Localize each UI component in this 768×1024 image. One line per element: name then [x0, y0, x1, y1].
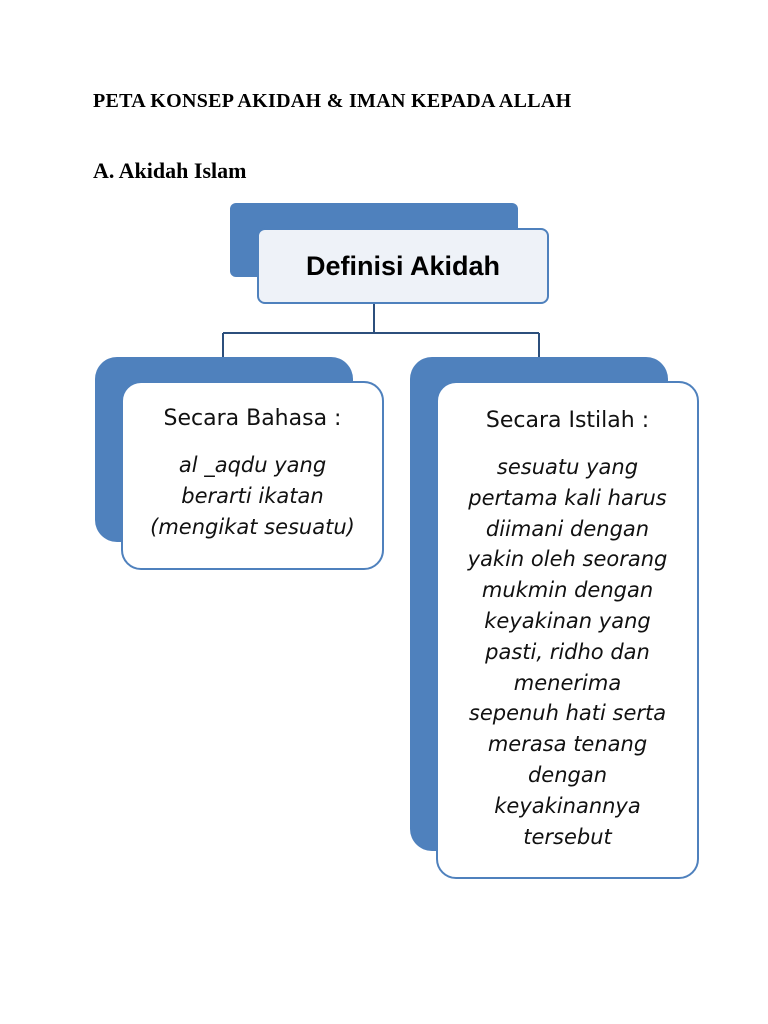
body-line: tersebut [523, 824, 612, 849]
body-line: berarti ikatan [181, 483, 324, 508]
root-node-label: Definisi Akidah [305, 250, 501, 281]
root-node [257, 228, 549, 304]
body-line: keyakinan yang [484, 608, 651, 633]
bahasa-node-body [131, 450, 374, 542]
body-line: merasa tenang [487, 732, 648, 757]
body-line: al _aqdu yang [178, 453, 327, 477]
body-line: yakin oleh seorang [467, 547, 668, 572]
bahasa-node-title: Secara Bahasa : [163, 406, 342, 431]
page-title: PETA KONSEP AKIDAH & IMAN KEPADA ALLAH [93, 90, 572, 112]
body-line: mukmin dengan [481, 578, 654, 603]
section-heading: A. Akidah Islam [93, 158, 247, 183]
bahasa-node [121, 381, 384, 570]
istilah-node [436, 381, 699, 879]
body-line: pertama kali harus [468, 485, 667, 510]
istilah-node-body [446, 452, 689, 852]
body-line: diimani dengan [485, 516, 650, 541]
body-line: keyakinannya [494, 793, 641, 818]
istilah-node-title: Secara Istilah : [485, 408, 650, 433]
body-line: pasti, ridho dan [485, 639, 650, 664]
body-line: menerima [513, 670, 622, 695]
body-line: sepenuh hati serta [468, 701, 667, 726]
body-line: (mengikat sesuatu) [150, 514, 355, 539]
body-line: sesuatu yang [496, 455, 639, 479]
body-line: dengan [527, 762, 608, 787]
